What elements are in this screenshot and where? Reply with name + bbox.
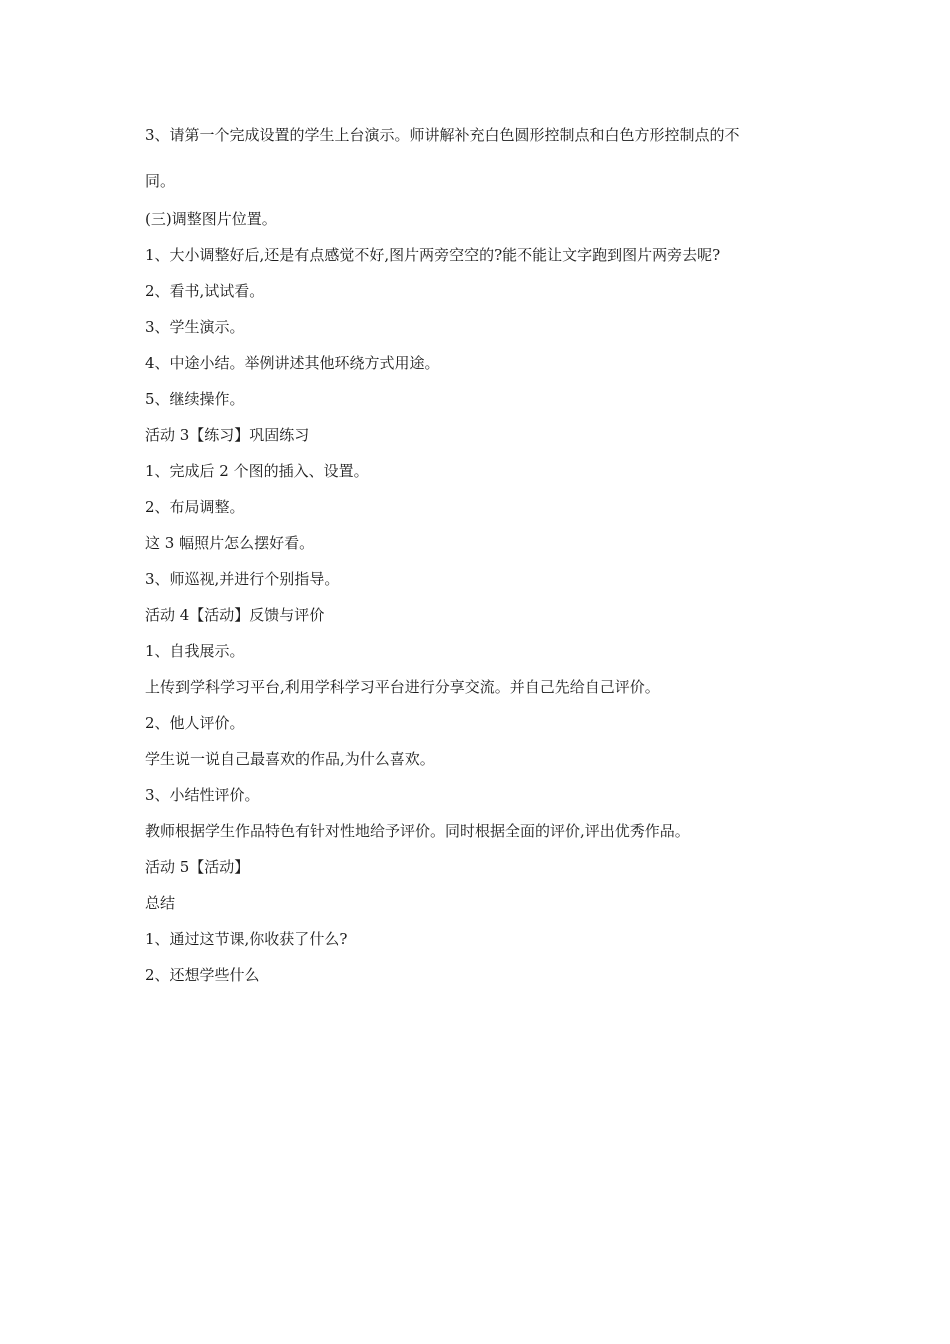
section-heading: (三)调整图片位置。 — [145, 210, 277, 228]
paragraph-line: 2、还想学些什么 — [145, 966, 260, 984]
paragraph-line: 2、布局调整。 — [145, 498, 245, 516]
paragraph-line: 2、他人评价。 — [145, 714, 245, 732]
paragraph-line: 学生说一说自己最喜欢的作品,为什么喜欢。 — [145, 750, 435, 768]
activity-heading: 活动 3【练习】巩固练习 — [145, 426, 310, 444]
activity-heading: 活动 4【活动】反馈与评价 — [145, 606, 325, 624]
paragraph-line: 3、小结性评价。 — [145, 786, 260, 804]
paragraph-line: 教师根据学生作品特色有针对性地给予评价。同时根据全面的评价,评出优秀作品。 — [145, 822, 690, 840]
paragraph-line: 总结 — [145, 894, 176, 912]
paragraph-line: 这 3 幅照片怎么摆好看。 — [145, 534, 315, 552]
paragraph-line: 3、师巡视,并进行个别指导。 — [145, 570, 340, 588]
paragraph-line: 1、自我展示。 — [145, 642, 245, 660]
paragraph-line: 5、继续操作。 — [145, 390, 245, 408]
paragraph-line: 2、看书,试试看。 — [145, 282, 265, 300]
activity-heading: 活动 5【活动】 — [145, 858, 250, 876]
paragraph-line: 同。 — [145, 172, 176, 190]
document-body — [145, 124, 815, 1000]
paragraph-line: 3、请第一个完成设置的学生上台演示。师讲解补充白色圆形控制点和白色方形控制点的不 — [145, 126, 740, 144]
paragraph-line: 1、完成后 2 个图的插入、设置。 — [145, 462, 369, 480]
paragraph-line: 3、学生演示。 — [145, 318, 245, 336]
paragraph-line: 上传到学科学习平台,利用学科学习平台进行分享交流。并自己先给自己评价。 — [145, 678, 660, 696]
paragraph-line: 1、通过这节课,你收获了什么? — [145, 930, 348, 948]
paragraph-line: 4、中途小结。举例讲述其他环绕方式用途。 — [145, 354, 440, 372]
paragraph-line: 1、大小调整好后,还是有点感觉不好,图片两旁空空的?能不能让文字跑到图片两旁去呢? — [145, 246, 721, 264]
